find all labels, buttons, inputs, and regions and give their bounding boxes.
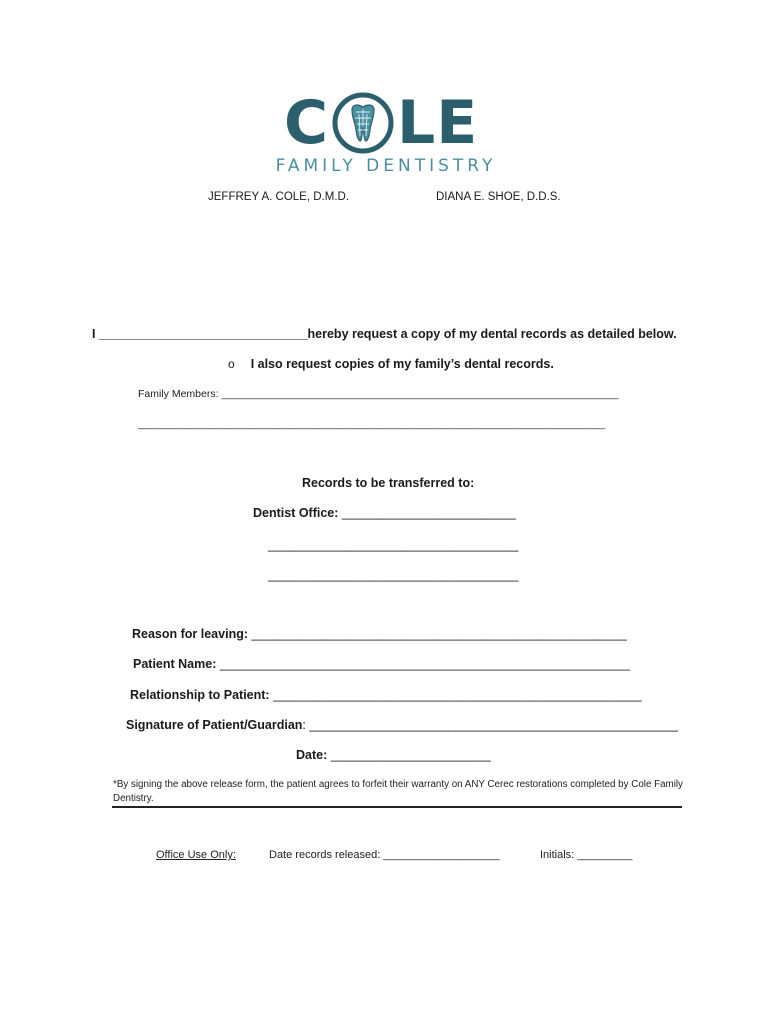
warranty-note: *By signing the above release form, the patient agrees to forfeit their warranty on ANY Cerec restorations completed by Cole Family Dentistry.: [113, 779, 683, 804]
family-members-label: Family Members:: [138, 388, 219, 400]
logo-subtitle: FAMILY DENTISTRY: [275, 156, 497, 176]
family-option-text: I also request copies of my family’s dental records.: [250, 357, 554, 371]
signature-label: Signature of Patient/Guardian: [126, 718, 303, 732]
patient-name-label: Patient Name:: [133, 657, 217, 671]
request-statement: [92, 327, 677, 341]
dentist-office-row: [253, 506, 516, 520]
reason-line[interactable]: ______________________________________________________: [251, 627, 627, 641]
checkbox-circle-icon[interactable]: o: [228, 357, 235, 371]
signature-row: [126, 718, 678, 732]
initials-label: Initials:: [540, 849, 575, 861]
logo-letters-le: LE: [397, 88, 479, 158]
reason-row: [132, 627, 627, 641]
doctor-cole: JEFFREY A. COLE, D.M.D.: [208, 191, 350, 203]
relationship-row: [130, 688, 642, 702]
date-label: Date:: [296, 748, 328, 762]
relationship-line[interactable]: _____________________________________________________: [273, 688, 642, 702]
office-use-label: Office Use Only:: [156, 849, 236, 861]
patient-name-line[interactable]: ___________________________________________________________: [219, 657, 631, 671]
reason-label: Reason for leaving:: [132, 627, 248, 641]
signature-colon: :: [302, 718, 306, 732]
initials-row: [540, 849, 632, 861]
address-line-1[interactable]: ____________________________________: [268, 538, 519, 552]
logo-wordmark: [284, 88, 479, 158]
request-text: hereby request a copy of my dental records as detailed below.: [307, 327, 677, 341]
request-prefix: I: [92, 327, 96, 341]
family-option[interactable]: [228, 357, 554, 371]
date-released-line[interactable]: ___________________: [383, 849, 500, 861]
name-blank[interactable]: ______________________________: [98, 327, 308, 341]
divider: [112, 806, 682, 808]
dentist-office-label: Dentist Office:: [253, 506, 339, 520]
tooth-logo-icon: [330, 92, 396, 154]
initials-line[interactable]: _________: [577, 849, 633, 861]
logo-letter-c: C: [284, 88, 330, 158]
date-released-row: [269, 849, 500, 861]
dentist-office-line[interactable]: _________________________: [341, 506, 516, 520]
relationship-label: Relationship to Patient:: [130, 688, 270, 702]
family-members-line[interactable]: ____________________________________________________________________: [221, 388, 619, 400]
doctor-shoe: DIANA E. SHOE, D.D.S.: [436, 191, 561, 203]
transfer-heading: Records to be transferred to:: [302, 476, 475, 490]
date-line[interactable]: _______________________: [330, 748, 491, 762]
date-released-label: Date records released:: [269, 849, 381, 861]
patient-name-row: [133, 657, 630, 671]
address-line-2[interactable]: ____________________________________: [268, 568, 519, 582]
signature-line[interactable]: _____________________________________________________: [309, 718, 678, 732]
date-row: [296, 748, 491, 762]
family-members-line-2[interactable]: ________________________________________________________________________________: [138, 418, 606, 430]
family-members-row: [138, 388, 619, 400]
